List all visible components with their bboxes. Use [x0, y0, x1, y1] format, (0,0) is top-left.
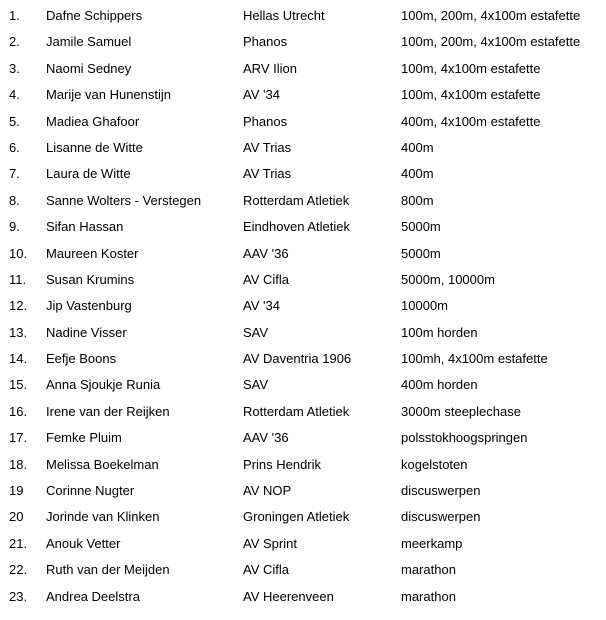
athlete-number: 22. — [9, 562, 28, 578]
athlete-club: AV Cifla — [243, 562, 289, 578]
athlete-name: Jorinde van Klinken — [46, 509, 160, 525]
athlete-events: 100m, 4x100m estafette — [401, 60, 541, 76]
athlete-number: 7. — [9, 166, 20, 182]
athlete-number: 9. — [9, 219, 20, 235]
athlete-events: 5000m — [401, 245, 441, 261]
athlete-events: 800m — [401, 192, 434, 208]
athlete-events: 3000m steeplechase — [401, 403, 521, 419]
table-row — [0, 584, 606, 610]
athlete-club: Eindhoven Atletiek — [243, 219, 350, 235]
athlete-club: AV NOP — [243, 483, 292, 499]
athlete-name: Anna Sjoukje Runia — [46, 377, 161, 393]
table-row — [0, 135, 606, 161]
athlete-name: Lisanne de Witte — [46, 139, 143, 155]
athlete-events: discuswerpen — [401, 509, 481, 525]
athlete-name: Nadine Visser — [46, 324, 127, 340]
athlete-name: Susan Krumins — [46, 271, 135, 287]
athlete-name: Maureen Koster — [46, 245, 139, 261]
table-row — [0, 188, 606, 214]
table-row — [0, 531, 606, 557]
athlete-name: Corinne Nugter — [46, 483, 135, 499]
athlete-club: AV Sprint — [243, 535, 297, 551]
table-row — [0, 3, 606, 29]
athlete-club: AV '34 — [243, 298, 280, 314]
athlete-number: 10. — [9, 245, 28, 261]
athlete-number: 16. — [9, 403, 28, 419]
athlete-number: 14. — [9, 351, 28, 367]
table-row — [0, 320, 606, 346]
athlete-name: Anouk Vetter — [46, 535, 121, 551]
athlete-number: 8. — [9, 192, 20, 208]
athlete-list — [0, 3, 606, 610]
athlete-number: 13. — [9, 324, 28, 340]
table-row — [0, 267, 606, 293]
athlete-events: marathon — [401, 588, 456, 604]
athlete-events: 100m, 4x100m estafette — [401, 87, 541, 103]
athlete-club: AV Trias — [243, 166, 292, 182]
athlete-club: AAV '36 — [243, 430, 289, 446]
athlete-name: Laura de Witte — [46, 166, 131, 182]
athlete-number: 1. — [9, 8, 20, 23]
athlete-number: 6. — [9, 139, 20, 155]
athlete-events: 100m, 200m, 4x100m estafette — [401, 8, 581, 23]
athlete-events: polsstokhoogspringen — [401, 430, 528, 446]
athlete-name: Ruth van der Meijden — [46, 562, 170, 578]
athlete-number: 21. — [9, 535, 28, 551]
table-row — [0, 82, 606, 108]
table-row — [0, 293, 606, 319]
athlete-number: 17. — [9, 430, 28, 446]
table-row — [0, 425, 606, 451]
athlete-club: Phanos — [243, 34, 288, 50]
table-row — [0, 478, 606, 504]
athlete-events: 400m horden — [401, 377, 478, 393]
athlete-club: AV Cifla — [243, 271, 289, 287]
athlete-club: Prins Hendrik — [243, 456, 322, 472]
athlete-club: SAV — [243, 324, 269, 340]
athlete-club: SAV — [243, 377, 269, 393]
athlete-number: 5. — [9, 113, 20, 129]
athlete-club: AV Daventria 1906 — [243, 351, 352, 367]
athlete-number: 15. — [9, 377, 28, 393]
athlete-events: 5000m — [401, 219, 441, 235]
athlete-events: 400m, 4x100m estafette — [401, 113, 541, 129]
athlete-events: 100m, 200m, 4x100m estafette — [401, 34, 581, 50]
table-row — [0, 557, 606, 583]
athlete-number: 12. — [9, 298, 28, 314]
athlete-number: 20 — [9, 509, 24, 525]
table-row — [0, 56, 606, 82]
athlete-name: Andrea Deelstra — [46, 588, 140, 604]
athlete-club: ARV Ilion — [243, 60, 297, 76]
athlete-club: Rotterdam Atletiek — [243, 192, 350, 208]
athlete-number: 3. — [9, 60, 20, 76]
athlete-club: Hellas Utrecht — [243, 8, 325, 23]
athlete-events: marathon — [401, 562, 456, 578]
athlete-events: 100m horden — [401, 324, 478, 340]
athlete-name: Jip Vastenburg — [46, 298, 132, 314]
athlete-club: AV Trias — [243, 139, 292, 155]
athlete-events: kogelstoten — [401, 456, 468, 472]
athlete-name: Sanne Wolters - Verstegen — [46, 192, 202, 208]
athlete-name: Irene van der Reijken — [46, 403, 170, 419]
athlete-number: 2. — [9, 34, 20, 50]
athlete-name: Eefje Boons — [46, 351, 117, 367]
athlete-events: meerkamp — [401, 535, 463, 551]
table-row — [0, 372, 606, 398]
athlete-name: Melissa Boekelman — [46, 456, 159, 472]
athlete-number: 19 — [9, 483, 24, 499]
athlete-events: 400m — [401, 139, 434, 155]
athlete-number: 23. — [9, 588, 28, 604]
athlete-number: 18. — [9, 456, 28, 472]
table-row — [0, 504, 606, 530]
table-row — [0, 346, 606, 372]
athlete-events: 100mh, 4x100m estafette — [401, 351, 548, 367]
athlete-name: Jamile Samuel — [46, 34, 132, 50]
athlete-name: Femke Pluim — [46, 430, 122, 446]
athlete-name: Dafne Schippers — [46, 8, 143, 23]
athlete-name: Naomi Sedney — [46, 60, 132, 76]
table-row — [0, 109, 606, 135]
table-row — [0, 399, 606, 425]
table-row — [0, 241, 606, 267]
athlete-events: discuswerpen — [401, 483, 481, 499]
athlete-number: 4. — [9, 87, 20, 103]
table-row — [0, 452, 606, 478]
athlete-number: 11. — [9, 271, 27, 287]
athlete-club: AV Heerenveen — [243, 588, 334, 604]
athlete-club: AAV '36 — [243, 245, 289, 261]
athlete-club: Phanos — [243, 113, 288, 129]
table-row — [0, 161, 606, 187]
athlete-club: Groningen Atletiek — [243, 509, 350, 525]
athlete-name: Sifan Hassan — [46, 219, 124, 235]
athlete-club: Rotterdam Atletiek — [243, 403, 350, 419]
athlete-name: Marije van Hunenstijn — [46, 87, 172, 103]
table-row — [0, 214, 606, 240]
athlete-events: 400m — [401, 166, 434, 182]
table-row — [0, 29, 606, 55]
athlete-name: Madiea Ghafoor — [46, 113, 140, 129]
athlete-club: AV '34 — [243, 87, 280, 103]
athlete-events: 10000m — [401, 298, 448, 314]
athlete-events: 5000m, 10000m — [401, 271, 495, 287]
